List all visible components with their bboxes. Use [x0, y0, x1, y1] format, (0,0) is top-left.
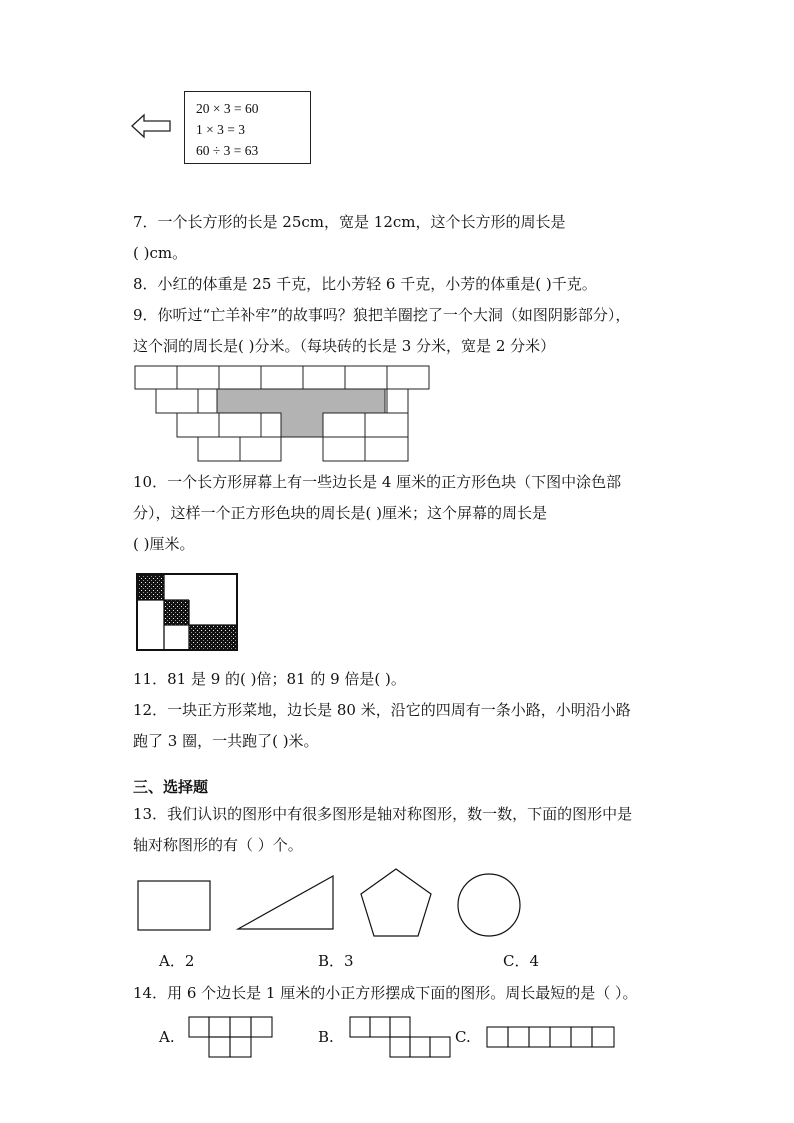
rectangle-shape	[137, 880, 213, 932]
circle-shape	[456, 872, 522, 938]
q11-line1: 11．81 是 9 的( )倍；81 的 9 倍是( )。	[133, 670, 406, 688]
q13-line2: 轴对称图形的有（ ）个。	[133, 836, 303, 854]
triangle-shape	[236, 874, 336, 932]
q10-line1: 10．一个长方形屏幕上有一些边长是 4 厘米的正方形色块（下图中涂色部	[133, 473, 622, 491]
equation-box	[184, 91, 311, 164]
q14-option-c[interactable]: C.	[455, 1028, 471, 1046]
q14-figure-b	[349, 1016, 453, 1060]
q12-line1: 12．一块正方形菜地，边长是 80 米，沿它的四周有一条小路，小明沿小路	[133, 701, 631, 719]
q14-line1: 14．用 6 个边长是 1 厘米的小正方形摆成下面的图形。周长最短的是（ ）。	[133, 984, 638, 1002]
q10-line2: 分），这样一个正方形色块的周长是( )厘米；这个屏幕的周长是	[133, 504, 547, 522]
q14-option-b[interactable]: B.	[318, 1028, 334, 1046]
q9-line1: 9．你听过“亡羊补牢”的故事吗？狼把羊圈挖了一个大洞（如图阴影部分），	[133, 306, 631, 324]
q14-figure-a	[188, 1016, 276, 1060]
equation-2: 1 × 3 = 3	[196, 122, 245, 137]
q10-line3: ( )厘米。	[133, 535, 195, 553]
q12-line2: 跑了 3 圈，一共跑了( )米。	[133, 732, 319, 750]
screen-squares-figure	[136, 573, 240, 653]
q14-option-a[interactable]: A.	[159, 1028, 175, 1046]
equation-1: 20 × 3 = 60	[196, 101, 259, 116]
q7-line1: 7．一个长方形的长是 25cm，宽是 12cm，这个长方形的周长是	[133, 213, 566, 231]
q13-option-a[interactable]: A．2	[159, 952, 195, 970]
q13-option-c[interactable]: C．4	[503, 952, 540, 970]
q13-line1: 13．我们认识的图形中有很多图形是轴对称图形，数一数，下面的图形中是	[133, 805, 633, 823]
pentagon-shape	[358, 867, 434, 939]
q14-figure-c	[486, 1026, 618, 1050]
left-arrow-icon	[130, 113, 172, 139]
brick-wall-figure	[133, 365, 433, 465]
q7-line2: ( )cm。	[133, 244, 188, 262]
q8-line1: 8．小红的体重是 25 千克，比小芳轻 6 千克，小芳的体重是( )千克。	[133, 275, 597, 293]
section-title: 三、选择题	[133, 778, 209, 796]
q9-line2: 这个洞的周长是( )分米。（每块砖的长是 3 分米，宽是 2 分米）	[133, 337, 556, 355]
equation-3: 60 ÷ 3 = 63	[196, 143, 259, 158]
q13-option-b[interactable]: B．3	[318, 952, 354, 970]
